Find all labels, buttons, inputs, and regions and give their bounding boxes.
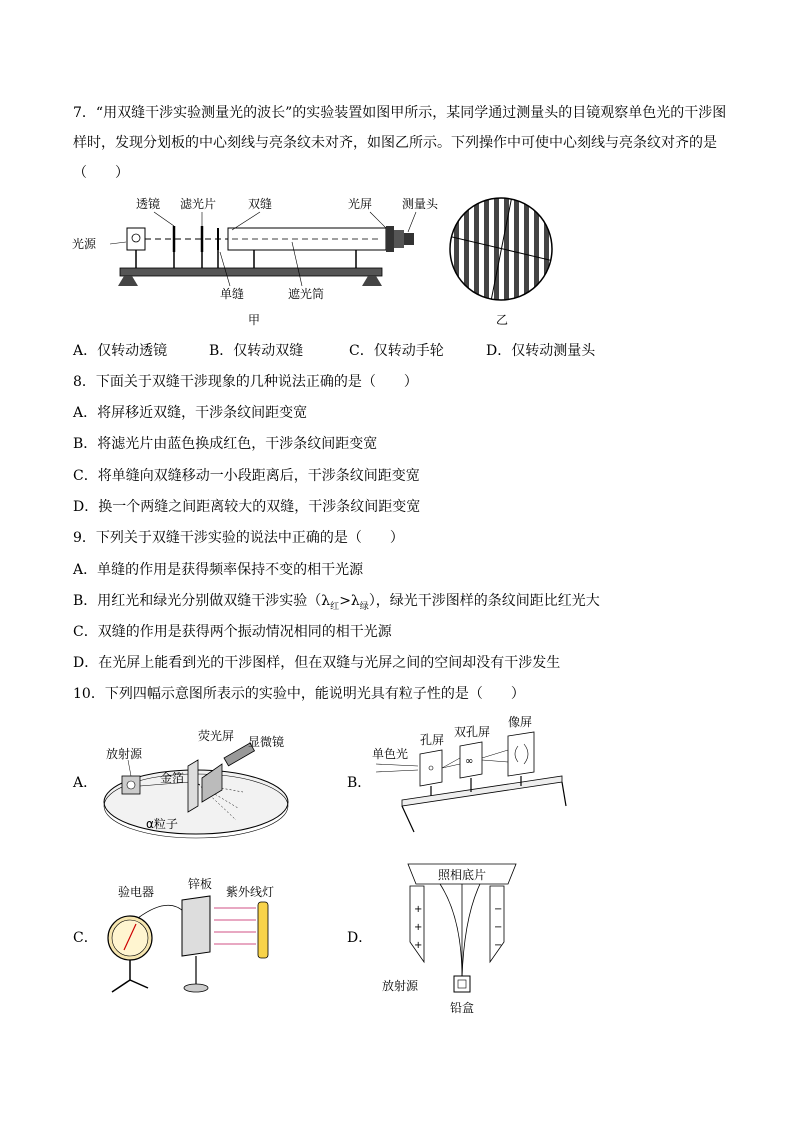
label-jia: 甲 [248, 313, 261, 327]
minus-sign: − [494, 940, 503, 951]
q9-b-text-post: ），绿光干涉图样的条纹间距比红光大 [368, 593, 600, 609]
svg-text:∞: ∞ [465, 756, 474, 767]
q8-option-d[interactable]: D．换一个两缝之间距离较大的双缝，干涉条纹间距变宽 [73, 499, 421, 515]
label-uv-lamp: 紫外线灯 [226, 885, 275, 899]
photoelectric-figure [98, 876, 298, 1006]
label-lens: 透镜 [136, 197, 161, 211]
label-fluorescent-screen: 荧光屏 [198, 729, 235, 743]
label-measuring-head: 测量头 [402, 197, 439, 211]
q9-b-sub-red: 红 [330, 601, 340, 612]
label-radioactive-source: 放射源 [106, 747, 143, 761]
label-yi: 乙 [496, 313, 509, 327]
q10-option-d-letter[interactable]: D． [347, 930, 373, 946]
label-lead-box: 铅盒 [450, 1001, 475, 1015]
label-image-screen: 像屏 [508, 715, 533, 729]
label-monochromatic-light: 单色光 [372, 747, 409, 761]
label-filter: 滤光片 [180, 197, 217, 211]
q9-stem: 9．下列关于双缝干涉实验的说法中正确的是（ ） [73, 530, 404, 546]
label-hole-screen: 孔屏 [420, 733, 445, 747]
label-tube: 遮光筒 [288, 287, 325, 301]
label-gold-foil: 金箔 [160, 771, 185, 785]
q10-option-a-letter[interactable]: A． [73, 775, 98, 791]
label-double-slit: 双缝 [248, 197, 273, 211]
plus-sign: + [414, 922, 423, 933]
radiation-deflection-figure [380, 858, 540, 1018]
double-slit-apparatus-figure [70, 190, 440, 330]
minus-sign: − [494, 904, 503, 915]
q9-option-a[interactable]: A．单缝的作用是获得频率保持不变的相干光源 [73, 562, 364, 578]
plus-sign: + [414, 904, 423, 915]
q7-option-a[interactable]: A．仅转动透镜 [73, 343, 168, 359]
label-microscope: 显微镜 [248, 735, 285, 749]
label-single-slit: 单缝 [220, 287, 245, 301]
label-zinc-plate: 锌板 [188, 877, 213, 891]
double-hole-figure [372, 714, 572, 844]
q7-option-d[interactable]: D．仅转动测量头 [486, 343, 596, 359]
q8-option-b[interactable]: B．将滤光片由蓝色换成红色，干涉条纹间距变宽 [73, 436, 378, 452]
q7-stem-line2: 样时，发现分划板的中心刻线与亮条纹未对齐，如图乙所示。下列操作中可使中心刻线与亮条纹对齐的是 [73, 135, 717, 151]
q10-option-c-letter[interactable]: C． [73, 930, 98, 946]
q9-b-sub-green: 绿 [359, 601, 369, 612]
q7-option-b[interactable]: B．仅转动双缝 [209, 343, 304, 359]
q9-option-b[interactable] [73, 591, 600, 617]
label-photo-film: 照相底片 [438, 868, 487, 882]
q7-option-c[interactable]: C．仅转动手轮 [349, 343, 444, 359]
alpha-scattering-figure [98, 720, 298, 842]
plus-sign: + [414, 940, 423, 951]
label-light-source: 光源 [72, 237, 97, 251]
q10-option-b-letter[interactable]: B． [347, 775, 372, 791]
q7-paren: （ ） [73, 165, 129, 181]
label-radioactive-source-d: 放射源 [382, 979, 419, 993]
q9-option-d[interactable]: D．在光屏上能看到光的干涉图样，但在双缝与光屏之间的空间却没有干涉发生 [73, 655, 561, 671]
q8-option-c[interactable]: C．将单缝向双缝移动一小段距离后，干涉条纹间距变宽 [73, 468, 420, 484]
q9-b-text-pre: B．用红光和绿光分别做双缝干涉实验（λ [73, 593, 331, 609]
fringe-view-figure [448, 196, 558, 332]
label-double-hole-screen: 双孔屏 [454, 725, 491, 739]
minus-sign: − [494, 922, 503, 933]
label-screen: 光屏 [348, 197, 373, 211]
q9-b-text-mid: >λ [339, 593, 360, 609]
q8-stem: 8．下面关于双缝干涉现象的几种说法正确的是（ ） [73, 374, 418, 390]
q9-option-c[interactable]: C．双缝的作用是获得两个振动情况相同的相干光源 [73, 624, 392, 640]
q8-option-a[interactable]: A．将屏移近双缝，干涉条纹间距变宽 [73, 405, 308, 421]
label-electroscope: 验电器 [118, 885, 155, 899]
label-alpha-particle: α粒子 [146, 817, 178, 831]
q10-stem: 10．下列四幅示意图所表示的实验中，能说明光具有粒子性的是（ ） [73, 686, 525, 702]
q7-stem-line1: 7．“用双缝干涉实验测量光的波长”的实验装置如图甲所示，某同学通过测量头的目镜观察单色光的干涉图 [73, 105, 727, 121]
